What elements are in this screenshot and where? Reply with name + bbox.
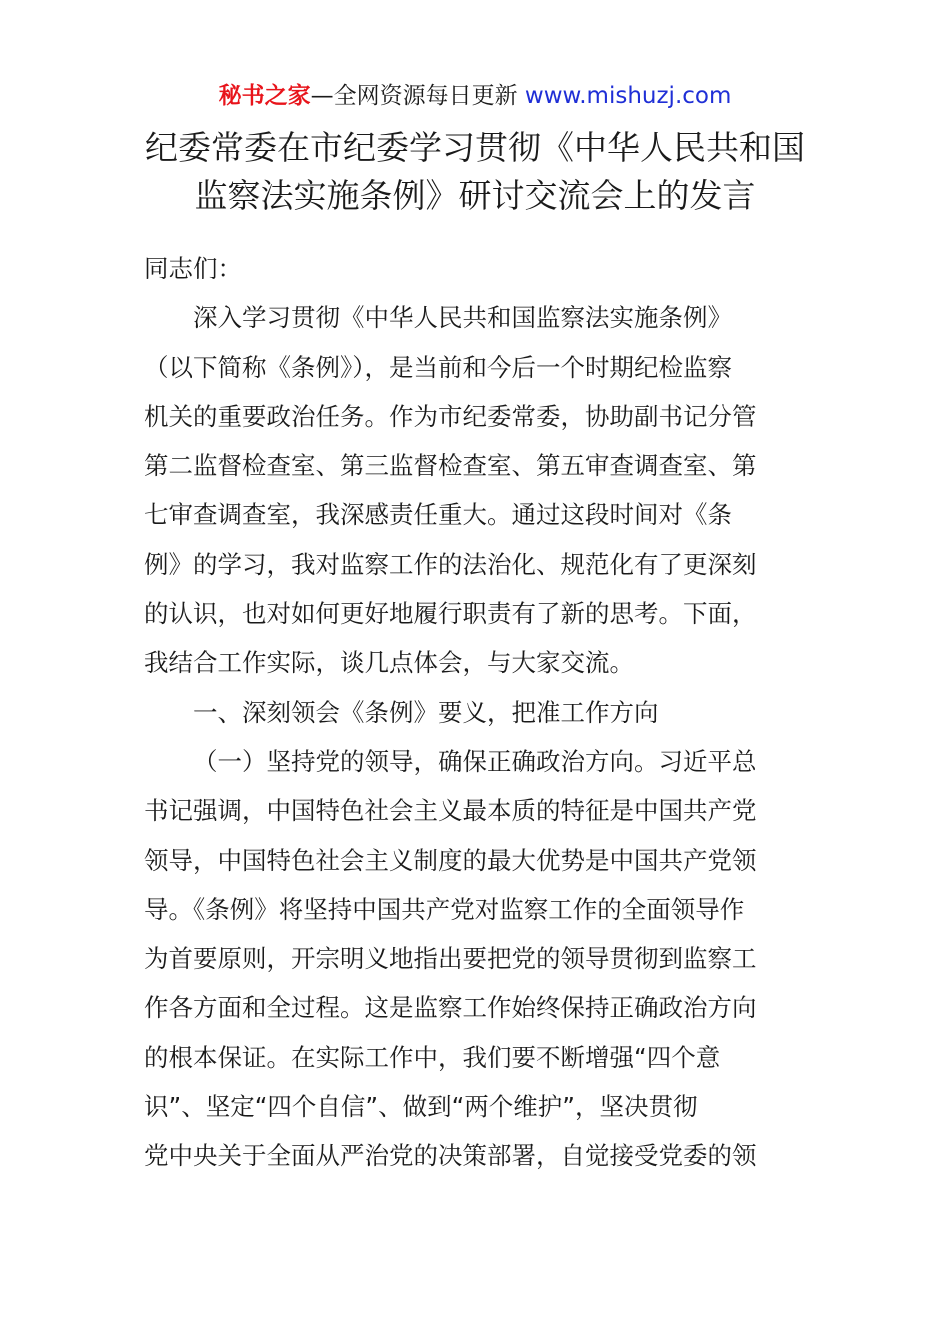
- site-url[interactable]: www.mishuzj.com: [524, 83, 732, 109]
- paragraph-line: 七审查调查室，我深感责任重大。通过这段时间对《条: [144, 500, 732, 530]
- document-body: [144, 244, 792, 1181]
- paragraph-line: 为首要原则，开宗明义地指出要把党的领导贯彻到监察工: [144, 944, 757, 974]
- site-header: [0, 80, 950, 112]
- paragraph-line: 作各方面和全过程。这是监察工作始终保持正确政治方向: [144, 993, 757, 1023]
- paragraph-line: （一）坚持党的领导，确保正确政治方向。习近平总: [193, 746, 757, 776]
- title-line-1: 纪委常委在市纪委学习贯彻《中华人民共和国: [145, 128, 805, 167]
- paragraph-line: 导。《条例》将坚持中国共产党对监察工作的全面领导作: [144, 894, 745, 924]
- paragraph-line: （以下简称《条例》），是当前和今后一个时期纪检监察: [144, 352, 732, 382]
- paragraph-line: 的根本保证。在实际工作中，我们要不断增强“四个意: [144, 1042, 721, 1072]
- paragraph-line: 例》的学习，我对监察工作的法治化、规范化有了更深刻: [144, 549, 757, 579]
- document-title: [100, 124, 850, 220]
- paragraph-line: 我结合工作实际，谈几点体会，与大家交流。: [144, 648, 634, 678]
- paragraph-line: 机关的重要政治任务。作为市纪委常委，协助副书记分管: [144, 401, 757, 431]
- section-heading: 一、深刻领会《条例》要义，把准工作方向: [193, 697, 659, 727]
- paragraph-line: 的认识，也对如何更好地履行职责有了新的思考。下面，: [144, 599, 757, 629]
- title-line-2: 监察法实施条例》研讨交流会上的发言: [194, 176, 756, 215]
- paragraph-line: 党中央关于全面从严治党的决策部署，自觉接受党委的领: [144, 1141, 757, 1171]
- header-tagline: —全网资源每日更新: [310, 83, 525, 109]
- paragraph-line: 第二监督检查室、第三监督检查室、第五审查调查室、第: [144, 451, 757, 481]
- paragraph-line: 书记强调，中国特色社会主义最本质的特征是中国共产党: [144, 796, 757, 826]
- paragraph-line: 领导，中国特色社会主义制度的最大优势是中国共产党领: [144, 845, 757, 875]
- salutation: 同志们：: [144, 254, 242, 283]
- paragraph-line: 识”、坚定“四个自信”、做到“两个维护”，坚决贯彻: [144, 1092, 698, 1122]
- brand-name: 秘书之家: [218, 83, 311, 109]
- paragraph-line: 深入学习贯彻《中华人民共和国监察法实施条例》: [193, 303, 732, 333]
